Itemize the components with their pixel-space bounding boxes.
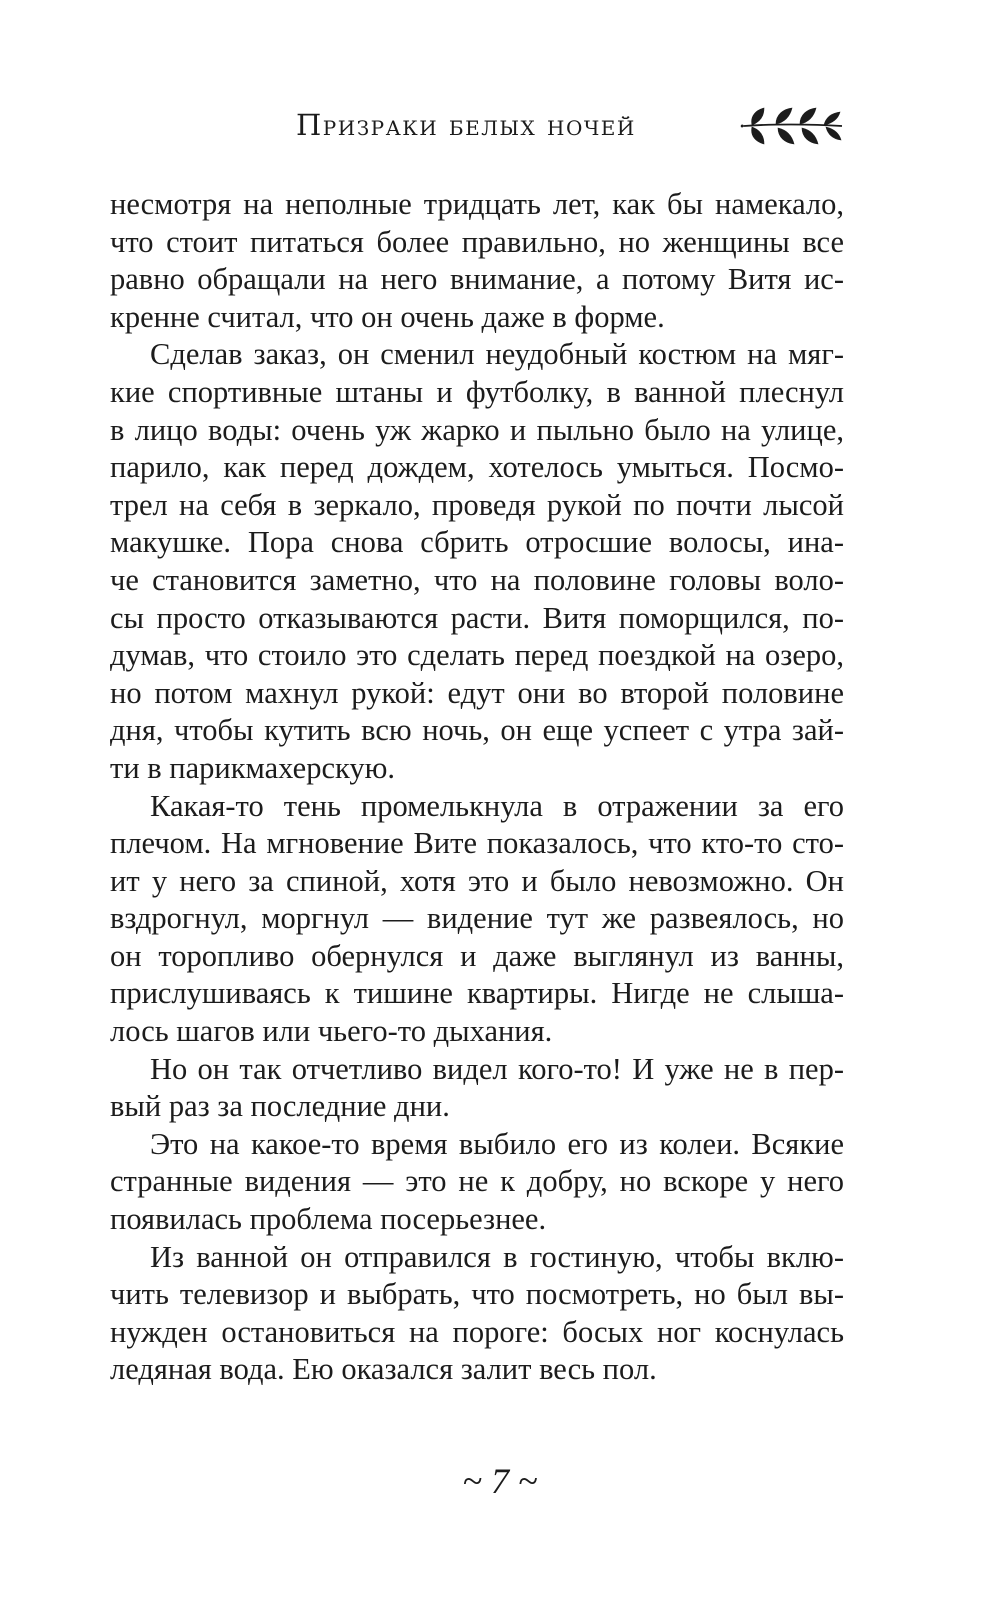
text-line: равно обращали на него внимание, а потому Витя ис- <box>110 262 844 297</box>
text-line: думав, что стоило это сделать перед поездкой на озеро, <box>110 638 844 673</box>
text-line: чить телевизор и выбрать, что посмотреть, но был вы- <box>110 1277 844 1312</box>
text-line: в лицо воды: очень уж жарко и пыльно было на улице, <box>110 412 844 447</box>
text-line: вый раз за последние дни. <box>110 1089 450 1124</box>
body-text <box>110 186 844 1389</box>
running-header <box>0 104 1000 164</box>
text-line: дня, чтобы кутить всю ночь, он еще успеет с утра зай- <box>110 713 844 748</box>
text-line: макушке. Пора снова сбрить отросшие волосы, ина- <box>110 525 844 560</box>
running-title: Призраки белых ночей <box>296 108 636 142</box>
text-line: Какая-то тень промелькнула в отражении за его <box>150 788 844 823</box>
leaf-branch-icon <box>740 104 846 148</box>
text-line: появилась проблема посерьезнее. <box>110 1202 547 1237</box>
text-line: Но он так отчетливо видел кого-то! И уже не в пер- <box>150 1051 844 1086</box>
text-line: Сделав заказ, он сменил неудобный костюм на мяг- <box>150 337 844 372</box>
text-line: что стоит питаться более правильно, но женщины все <box>110 224 844 259</box>
text-line: Из ванной он отправился в гостиную, чтобы вклю- <box>150 1239 844 1274</box>
text-line: он торопливо обернулся и даже выглянул из ванны, <box>110 938 844 973</box>
text-line: кренне считал, что он очень даже в форме. <box>110 299 665 334</box>
text-line: странные видения — это не к добру, но вскоре у него <box>110 1164 844 1199</box>
text-line: прислушиваясь к тишине квартиры. Нигде не слыша- <box>110 976 844 1011</box>
text-line: кие спортивные штаны и футболку, в ванной плеснул <box>110 374 844 409</box>
text-line: ледяная вода. Ею оказался залит весь пол. <box>110 1352 657 1387</box>
text-line: вздрогнул, моргнул — видение тут же развеялось, но <box>110 901 844 936</box>
text-line: несмотря на неполные тридцать лет, как бы намекало, <box>110 187 844 221</box>
text-line: че становится заметно, что на половине головы воло- <box>110 562 844 597</box>
text-line: лось шагов или чьего-то дыхания. <box>110 1014 553 1049</box>
text-line: трел на себя в зеркало, проведя рукой по почти лысой <box>110 487 844 522</box>
text-line: но потом махнул рукой: едут они во второй половине <box>110 675 844 710</box>
text-line: ит у него за спиной, хотя это и было невозможно. Он <box>110 863 844 898</box>
text-line: парило, как перед дождем, хотелось умыться. Посмо- <box>110 450 844 485</box>
text-line: нужден остановиться на пороге: босых ног коснулась <box>110 1314 844 1349</box>
page-number: ~ 7 ~ <box>462 1461 538 1501</box>
text-line: ти в парикмахерскую. <box>110 750 396 785</box>
text-line: плечом. На мгновение Вите показалось, что кто-то сто- <box>110 826 844 861</box>
text-line: сы просто отказываются расти. Витя поморщился, по- <box>110 600 844 635</box>
text-line: Это на какое-то время выбило его из колеи. Всякие <box>150 1126 844 1161</box>
